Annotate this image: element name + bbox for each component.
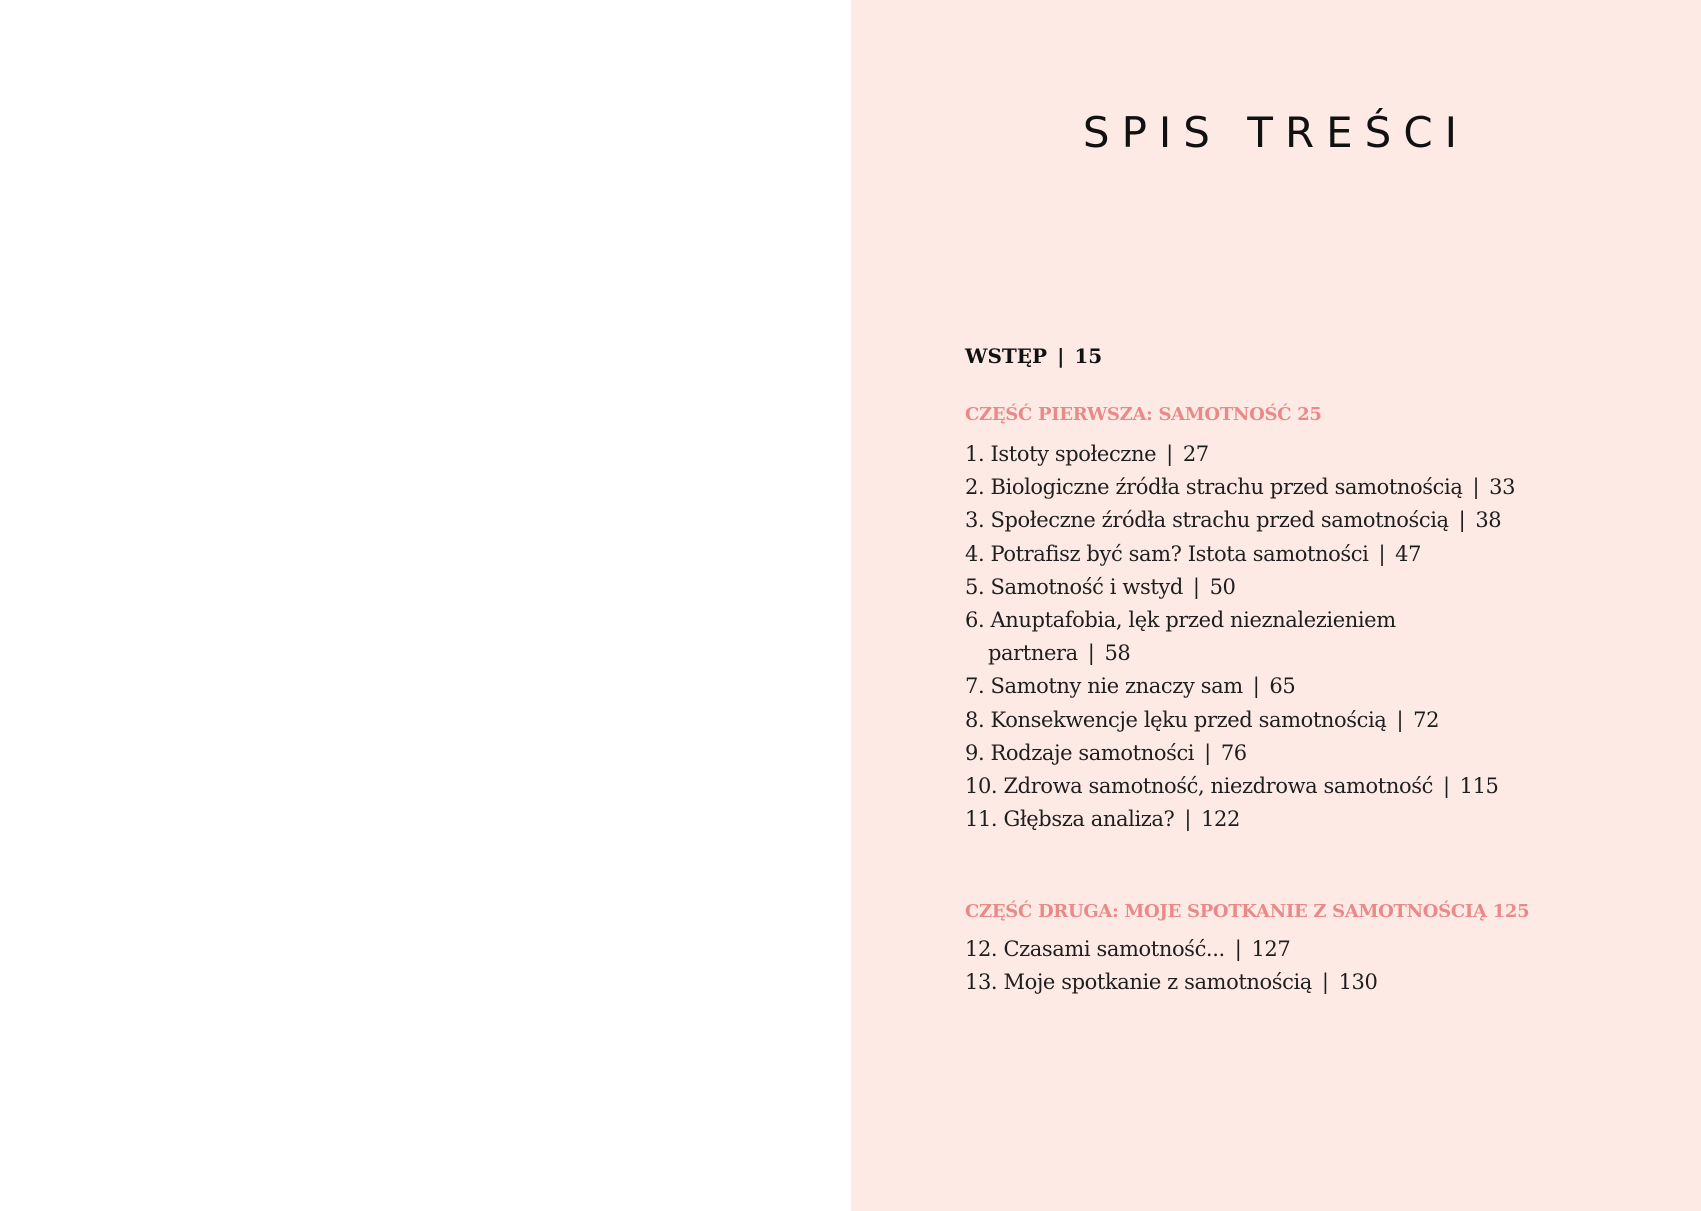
entry-label: 1. Istoty społeczne: [965, 442, 1157, 466]
entry-label: 3. Społeczne źródła strachu przed samotnością: [965, 508, 1449, 533]
toc-entry: [965, 604, 1515, 670]
toc-entry: [965, 538, 1515, 571]
part-two-entries: [965, 933, 1377, 999]
entry-page: 65: [1269, 674, 1296, 699]
toc-page: [851, 0, 1701, 1211]
entry-label: 12. Czasami samotność...: [965, 937, 1225, 961]
entry-label: 4. Potrafisz być sam? Istota samotności: [965, 541, 1369, 566]
toc-entry: [965, 571, 1515, 604]
page-title: SPIS TREŚCI: [1082, 108, 1470, 157]
entry-separator: |: [1378, 541, 1386, 566]
entry-page: 58: [1104, 641, 1131, 666]
entry-page: 130: [1338, 970, 1378, 995]
entry-separator: |: [1184, 807, 1192, 832]
intro-page: 15: [1074, 344, 1103, 368]
entry-page: 76: [1220, 740, 1247, 765]
part-one-entries: [965, 438, 1515, 836]
entry-label: 6. Anuptafobia, lęk przed nieznalezieniem: [965, 608, 1396, 633]
entry-separator: |: [1087, 641, 1095, 666]
entry-page: 127: [1251, 937, 1291, 961]
entry-separator: |: [1458, 508, 1466, 533]
entry-label: 10. Zdrowa samotność, niezdrowa samotność: [965, 774, 1433, 799]
part-two-heading: CZĘŚĆ DRUGA: MOJE SPOTKANIE Z SAMOTNOŚCIĄ 125: [965, 901, 1530, 922]
entry-separator: |: [1234, 937, 1242, 961]
entry-page: 122: [1201, 807, 1240, 832]
toc-entry: [965, 737, 1515, 770]
entry-label: 5. Samotność i wstyd: [965, 574, 1183, 599]
entry-page: 33: [1489, 475, 1516, 500]
entry-separator: |: [1166, 442, 1173, 466]
intro-separator: |: [1057, 344, 1065, 368]
entry-page: 27: [1182, 442, 1209, 466]
entry-label: 13. Moje spotkanie z samotnością: [965, 970, 1312, 995]
toc-entry: [965, 803, 1515, 836]
entry-label: 11. Głębsza analiza?: [965, 807, 1175, 832]
entry-page: 72: [1413, 707, 1440, 732]
entry-page: 50: [1209, 574, 1236, 599]
entry-separator: |: [1321, 970, 1329, 995]
entry-page: 38: [1475, 508, 1502, 533]
intro-entry: [965, 344, 1102, 368]
entry-separator: |: [1472, 475, 1480, 500]
toc-entry: [965, 504, 1515, 537]
entry-page: 115: [1459, 774, 1499, 799]
entry-page: 47: [1395, 541, 1422, 566]
entry-continuation-text: partnera: [988, 641, 1078, 666]
entry-continuation: [965, 637, 1515, 670]
toc-entry: [965, 770, 1515, 803]
toc-entry: [965, 704, 1515, 737]
intro-label: WSTĘP: [965, 344, 1048, 368]
toc-entry: [965, 471, 1515, 504]
entry-label: 2. Biologiczne źródła strachu przed samotnością: [965, 475, 1463, 500]
toc-entry: [965, 670, 1515, 703]
toc-entry: [965, 966, 1377, 999]
entry-separator: |: [1396, 707, 1404, 732]
entry-label: 7. Samotny nie znaczy sam: [965, 674, 1243, 699]
part-one-heading: CZĘŚĆ PIERWSZA: SAMOTNOŚĆ 25: [965, 404, 1322, 425]
toc-entry: [965, 933, 1377, 966]
entry-label: 9. Rodzaje samotności: [965, 740, 1195, 765]
entry-separator: |: [1192, 574, 1200, 599]
entry-separator: |: [1204, 740, 1211, 765]
entry-separator: |: [1442, 774, 1450, 799]
entry-separator: |: [1252, 674, 1260, 699]
entry-label: 8. Konsekwencje lęku przed samotnością: [965, 707, 1387, 732]
toc-entry: [965, 438, 1515, 471]
